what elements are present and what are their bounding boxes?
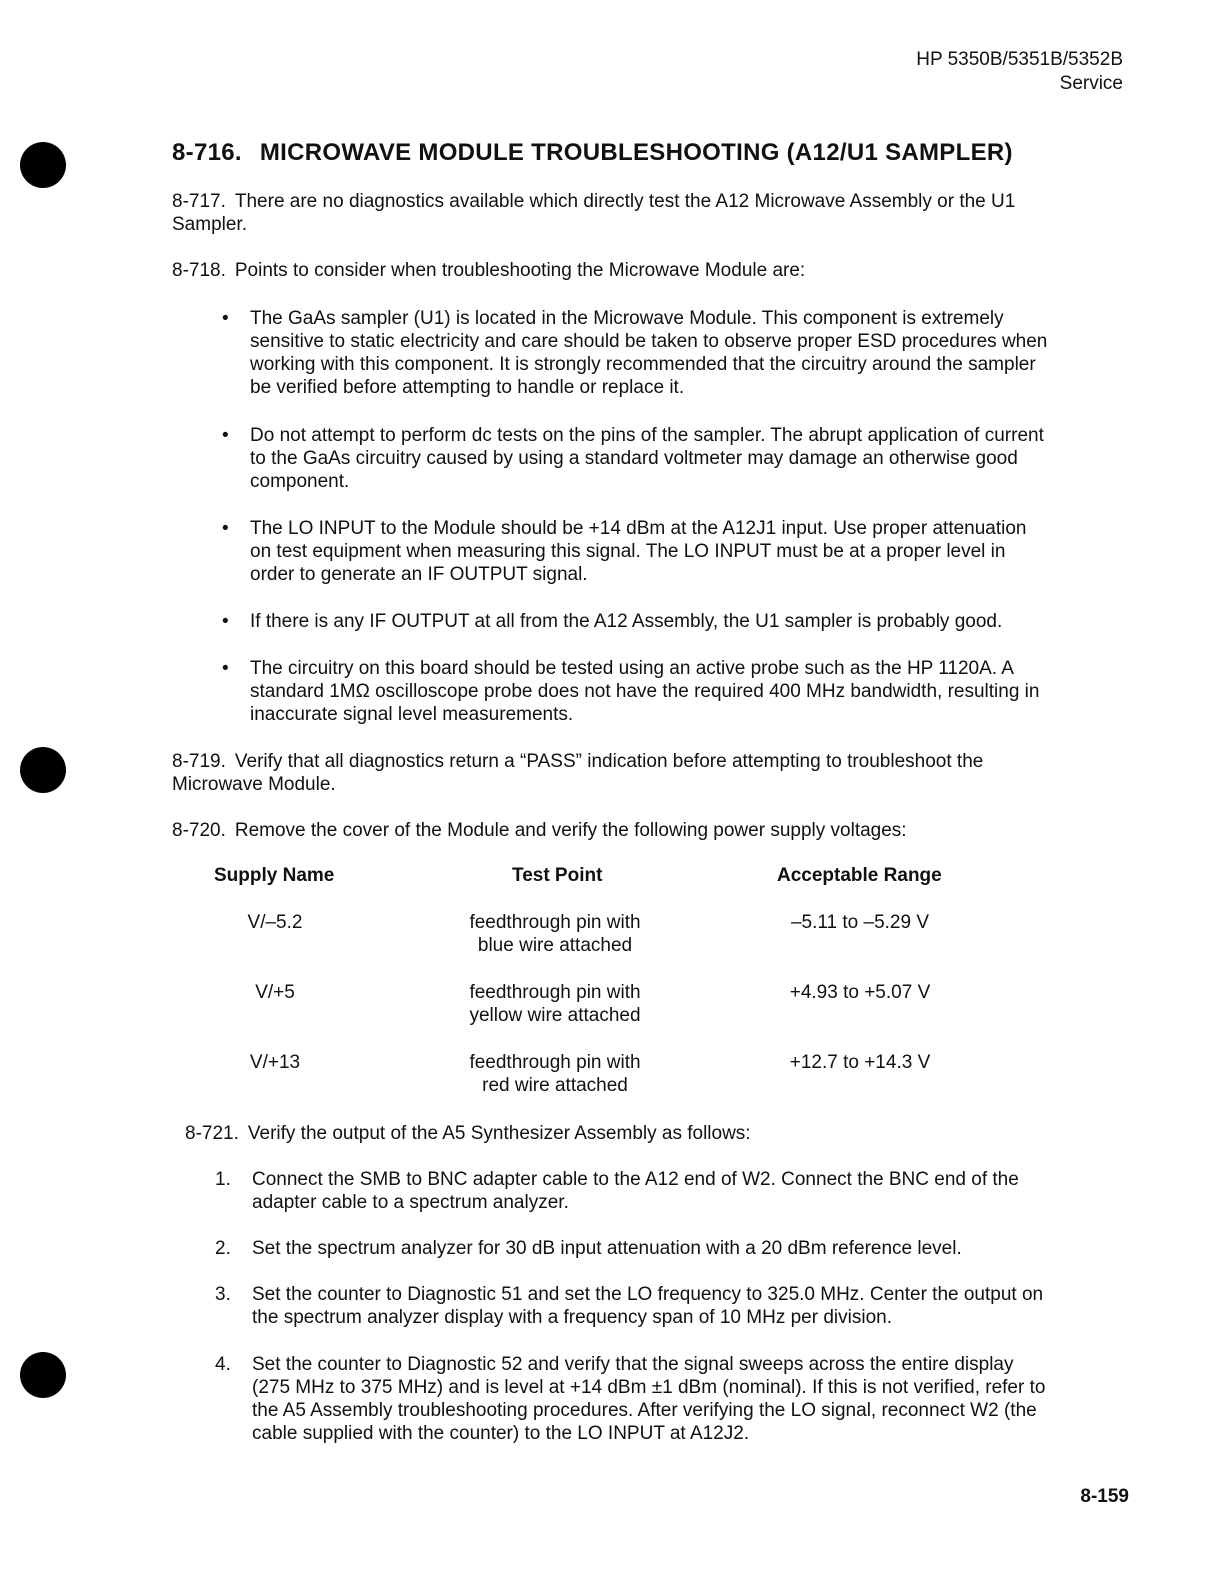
paragraph-8-717 xyxy=(172,190,1052,236)
paragraph-text: Remove the cover of the Module and verify the following power supply voltages: xyxy=(234,820,907,841)
paragraph-text: Points to consider when troubleshooting the Microwave Module are: xyxy=(234,260,806,281)
step-number: 2. xyxy=(215,1238,231,1259)
binder-hole-bottom xyxy=(20,1352,66,1398)
test-point-line: yellow wire attached xyxy=(469,1005,641,1026)
table-cell-test-point xyxy=(430,1051,680,1097)
binder-hole-top xyxy=(20,142,66,188)
bullet-marker: • xyxy=(222,611,229,632)
step-text: Connect the SMB to BNC adapter cable to the A12 end of W2. Connect the BNC end of the adapter cable to a spectrum analyzer. xyxy=(252,1169,1019,1213)
table-cell-supply-name: V/+5 xyxy=(255,982,295,1003)
step-text: Set the spectrum analyzer for 30 dB input attenuation with a 20 dBm reference level. xyxy=(252,1238,962,1259)
step-number: 4. xyxy=(215,1354,231,1375)
table-cell-range: –5.11 to –5.29 V xyxy=(790,912,930,933)
test-point-line: feedthrough pin with xyxy=(469,982,641,1003)
header-model: HP 5350B/5351B/5352B xyxy=(916,49,1123,70)
bullet-text: The LO INPUT to the Module should be +14 dBm at the A12J1 input. Use proper attenuation on test equipment when measuring this signal. The LO INPUT must be at a proper level in order to generate an IF OUTPUT signal. xyxy=(250,518,1027,585)
paragraph-number: 8-719. xyxy=(172,751,226,772)
test-point-line: feedthrough pin with xyxy=(469,1052,641,1073)
paragraph-number: 8-717. xyxy=(172,191,226,212)
bullet-marker: • xyxy=(222,658,229,679)
paragraph-number: 8-720. xyxy=(172,820,226,841)
bullet-marker: • xyxy=(222,308,229,329)
step-text: Set the counter to Diagnostic 52 and verify that the signal sweeps across the entire display (275 MHz to 375 MHz) and is level at +14 dBm ±1 dBm (nominal). If this is not verified, refer to the A5 Assembly troubleshooting procedures. After verifying the LO signal, reconnect W2 (the cable supplied with the counter) to the LO INPUT at A12J2. xyxy=(252,1354,1046,1444)
bullet-text: The GaAs sampler (U1) is located in the Microwave Module. This component is extremely sensitive to static electricity and care should be taken to observe proper ESD procedures when working with this component. It is strongly recommended that the circuitry around the sampler be verified before attempting to handle or replace it. xyxy=(250,308,1048,398)
bullet-text: If there is any IF OUTPUT at all from the A12 Assembly, the U1 sampler is probably good. xyxy=(250,611,1003,632)
table-cell-supply-name: V/–5.2 xyxy=(247,912,303,933)
paragraph-text: There are no diagnostics available which directly test the A12 Microwave Assembly or the U1 Sampler. xyxy=(172,191,1016,235)
procedure-step xyxy=(215,1283,1052,1329)
bullet-item xyxy=(222,610,1052,633)
column-header-supply-name: Supply Name xyxy=(214,865,335,886)
paragraph-8-719 xyxy=(172,750,1052,796)
paragraph-number: 8-721. xyxy=(185,1123,239,1144)
paragraph-text: Verify the output of the A5 Synthesizer Assembly as follows: xyxy=(247,1123,751,1144)
bullet-text: Do not attempt to perform dc tests on the pins of the sampler. The abrupt application of current to the GaAs circuitry caused by using a standard voltmeter may damage an otherwise good component. xyxy=(250,425,1044,492)
column-header-acceptable-range: Acceptable Range xyxy=(777,865,942,886)
test-point-line: feedthrough pin with xyxy=(469,912,641,933)
bullet-text: The circuitry on this board should be tested using an active probe such as the HP 1120A. A standard 1MΩ oscilloscope probe does not have the required 400 MHz bandwidth, resulting in inaccurate signal level measurements. xyxy=(250,658,1040,725)
bullet-item xyxy=(222,307,1052,399)
step-number: 1. xyxy=(215,1169,231,1190)
table-cell-range: +12.7 to +14.3 V xyxy=(789,1052,931,1073)
section-title xyxy=(172,139,1013,167)
section-number: 8-716. xyxy=(172,139,242,166)
bullet-item xyxy=(222,657,1052,726)
bullet-marker: • xyxy=(222,425,229,446)
bullet-marker: • xyxy=(222,518,229,539)
procedure-step xyxy=(215,1353,1052,1445)
paragraph-8-721 xyxy=(185,1122,1065,1145)
test-point-line: red wire attached xyxy=(482,1075,628,1096)
table-cell-range: +4.93 to +5.07 V xyxy=(789,982,931,1003)
table-cell-test-point xyxy=(430,981,680,1027)
paragraph-8-718 xyxy=(172,259,1052,282)
paragraph-8-720 xyxy=(172,819,1052,842)
column-header-test-point: Test Point xyxy=(512,865,603,886)
bullet-item xyxy=(222,424,1052,493)
step-text: Set the counter to Diagnostic 51 and set the LO frequency to 325.0 MHz. Center the output on the spectrum analyzer display with a frequency span of 10 MHz per division. xyxy=(252,1284,1044,1328)
paragraph-text: Verify that all diagnostics return a “PASS” indication before attempting to troubleshoot the Microwave Module. xyxy=(172,751,984,795)
header-section: Service xyxy=(1059,73,1123,94)
paragraph-number: 8-718. xyxy=(172,260,226,281)
page-number: 8-159 xyxy=(1080,1486,1129,1507)
table-cell-supply-name: V/+13 xyxy=(249,1052,301,1073)
procedure-step xyxy=(215,1168,1052,1214)
step-number: 3. xyxy=(215,1284,231,1305)
bullet-item xyxy=(222,517,1052,586)
procedure-step xyxy=(215,1237,1052,1260)
table-cell-test-point xyxy=(430,911,680,957)
page-header xyxy=(916,48,1123,96)
section-title-text: MICROWAVE MODULE TROUBLESHOOTING (A12/U1 SAMPLER) xyxy=(259,139,1013,166)
test-point-line: blue wire attached xyxy=(477,935,633,956)
binder-hole-middle xyxy=(20,747,66,793)
